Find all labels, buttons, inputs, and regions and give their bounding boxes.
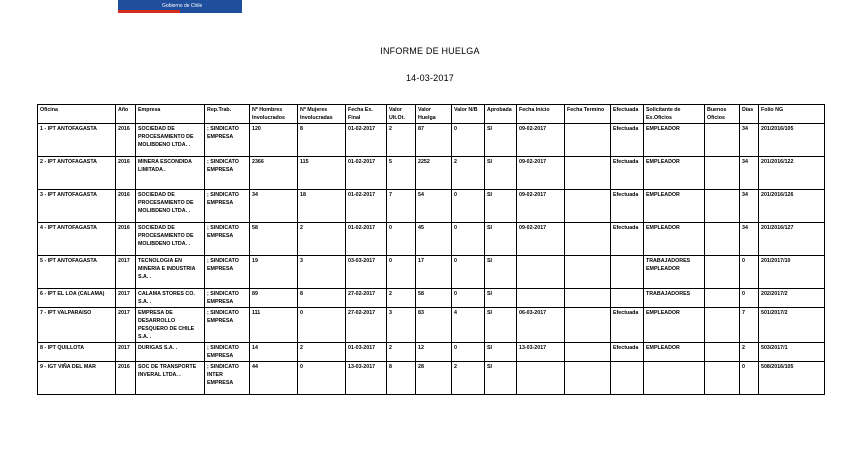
- table-cell: 202/2017/2: [759, 289, 825, 308]
- table-cell: 2: [452, 362, 485, 395]
- table-cell: [705, 289, 740, 308]
- column-header: Valor N/B: [452, 105, 485, 124]
- table-row: [38, 362, 825, 395]
- table-cell: 34: [740, 223, 759, 256]
- table-cell: [565, 362, 611, 395]
- table-cell: 4: [452, 308, 485, 343]
- table-cell: 3 - IPT ANTOFAGASTA: [38, 190, 116, 223]
- table-cell: [517, 256, 565, 289]
- table-cell: TRABAJADORES: [644, 289, 705, 308]
- table-cell: [565, 289, 611, 308]
- table-cell: [705, 223, 740, 256]
- table-cell: SI: [485, 157, 517, 190]
- table-cell: SI: [485, 308, 517, 343]
- table-cell: EMPLEADOR: [644, 157, 705, 190]
- table-cell: ; SINDICATO INTER EMPRESA: [205, 362, 250, 395]
- table-cell: 7: [387, 190, 416, 223]
- table-cell: 501/2017/2: [759, 308, 825, 343]
- table-cell: SI: [485, 190, 517, 223]
- report-title: INFORME DE HUELGA: [380, 46, 480, 56]
- table-cell: 03-03-2017: [346, 256, 387, 289]
- table-cell: 111: [250, 308, 298, 343]
- table-cell: 13-03-2017: [346, 362, 387, 395]
- column-header: Fecha Ex. Final: [346, 105, 387, 124]
- table-cell: [565, 308, 611, 343]
- table-cell: 14: [250, 343, 298, 362]
- column-header: Aprobada: [485, 105, 517, 124]
- table-cell: 3: [387, 308, 416, 343]
- table-cell: [611, 289, 644, 308]
- table-cell: Efectuada: [611, 343, 644, 362]
- table-cell: 4 - IPT ANTOFAGASTA: [38, 223, 116, 256]
- table-cell: 9 - IGT VIÑA DEL MAR: [38, 362, 116, 395]
- table-cell: [565, 124, 611, 157]
- column-header: Rep.Trab.: [205, 105, 250, 124]
- table-cell: [565, 256, 611, 289]
- table-cell: 201/2016/127: [759, 223, 825, 256]
- table-cell: 2: [452, 157, 485, 190]
- table-cell: 2016: [116, 190, 136, 223]
- table-cell: [565, 343, 611, 362]
- table-cell: 8: [298, 124, 346, 157]
- table-cell: EMPLEADOR: [644, 223, 705, 256]
- table-cell: SOC DE TRANSPORTE INVERAL LTDA. .: [136, 362, 205, 395]
- table-cell: Efectuada: [611, 190, 644, 223]
- table-cell: 2: [298, 223, 346, 256]
- table-cell: 120: [250, 124, 298, 157]
- table-cell: [565, 190, 611, 223]
- table-cell: 0: [452, 343, 485, 362]
- table-cell: 201/2016/126: [759, 190, 825, 223]
- table-cell: EMPLEADOR: [644, 343, 705, 362]
- table-cell: [705, 343, 740, 362]
- table-cell: [705, 124, 740, 157]
- table-cell: SOCIEDAD DE PROCESAMIENTO DE MOLIBDENO LTDA. .: [136, 223, 205, 256]
- table-cell: 5 - IPT ANTOFAGASTA: [38, 256, 116, 289]
- column-header: Valor Huelga: [416, 105, 452, 124]
- table-cell: 44: [250, 362, 298, 395]
- table-header-row: [38, 105, 825, 124]
- table-cell: 2366: [250, 157, 298, 190]
- table-cell: 01-02-2017: [346, 190, 387, 223]
- table-cell: TRABAJADORES EMPLEADOR: [644, 256, 705, 289]
- table-cell: 6 - IPT EL LOA (CALAMA): [38, 289, 116, 308]
- table-cell: 12: [416, 343, 452, 362]
- table-cell: MINERA ESCONDIDA LIMITADA .: [136, 157, 205, 190]
- table-cell: ; SINDICATO EMPRESA: [205, 343, 250, 362]
- column-header: Nº Mujeres Involucradas: [298, 105, 346, 124]
- table-cell: 13-03-2017: [517, 343, 565, 362]
- table-row: [38, 308, 825, 343]
- table-cell: Efectuada: [611, 157, 644, 190]
- table-cell: SI: [485, 343, 517, 362]
- table-cell: 2016: [116, 157, 136, 190]
- table-cell: 27-02-2017: [346, 289, 387, 308]
- table-cell: EMPRESA DE DESARROLLO PESQUERO DE CHILE S.A. .: [136, 308, 205, 343]
- table-cell: ; SINDICATO EMPRESA: [205, 289, 250, 308]
- table-row: [38, 256, 825, 289]
- table-cell: 58: [250, 223, 298, 256]
- table-cell: 2016: [116, 124, 136, 157]
- table-cell: 8: [387, 362, 416, 395]
- table-cell: 0: [740, 289, 759, 308]
- table-cell: [705, 190, 740, 223]
- column-header: Oficina: [38, 105, 116, 124]
- table-row: [38, 223, 825, 256]
- table-cell: 0: [298, 362, 346, 395]
- column-header: Solicitante de Ex.Oficios: [644, 105, 705, 124]
- column-header: Año: [116, 105, 136, 124]
- table-cell: 17: [416, 256, 452, 289]
- table-cell: 8: [298, 289, 346, 308]
- column-header: Fecha Inicio: [517, 105, 565, 124]
- table-cell: 2: [740, 343, 759, 362]
- table-cell: 201/2016/105: [759, 124, 825, 157]
- logo-text: Gobierno de Chile: [162, 3, 203, 9]
- table-cell: DURIGAS S.A. .: [136, 343, 205, 362]
- table-cell: 01-03-2017: [346, 343, 387, 362]
- table-cell: ; SINDICATO EMPRESA: [205, 223, 250, 256]
- table-cell: 7: [740, 308, 759, 343]
- report-date: 14-03-2017: [405, 73, 455, 83]
- table-cell: 201/2017/10: [759, 256, 825, 289]
- table-cell: 2 - IPT ANTOFAGASTA: [38, 157, 116, 190]
- table-cell: Efectuada: [611, 223, 644, 256]
- table-row: [38, 157, 825, 190]
- column-header: Fecha Termino: [565, 105, 611, 124]
- table-cell: 06-03-2017: [517, 308, 565, 343]
- table-cell: 0: [740, 256, 759, 289]
- table-cell: 0: [452, 223, 485, 256]
- table-cell: 0: [452, 256, 485, 289]
- table-cell: 7 - IPT VALPARAISO: [38, 308, 116, 343]
- table-cell: 34: [250, 190, 298, 223]
- table-cell: [517, 362, 565, 395]
- table-cell: CALAMA STORES CO. S.A. .: [136, 289, 205, 308]
- table-row: [38, 124, 825, 157]
- column-header: Efectuada: [611, 105, 644, 124]
- table-cell: 2016: [116, 223, 136, 256]
- table-cell: 1 - IPT ANTOFAGASTA: [38, 124, 116, 157]
- table-cell: 0: [387, 223, 416, 256]
- table-cell: [644, 362, 705, 395]
- table-cell: 2252: [416, 157, 452, 190]
- table-cell: SI: [485, 362, 517, 395]
- table-cell: SOCIEDAD DE PROCESAMIENTO DE MOLIBDENO LTDA. .: [136, 124, 205, 157]
- table-cell: ; SINDICATO EMPRESA: [205, 157, 250, 190]
- table-cell: 0: [452, 190, 485, 223]
- gobierno-de-chile-logo: [118, 0, 242, 13]
- table-cell: Efectuada: [611, 308, 644, 343]
- table-cell: 01-02-2017: [346, 223, 387, 256]
- table-cell: [565, 223, 611, 256]
- column-header: Días: [740, 105, 759, 124]
- table-cell: 83: [416, 308, 452, 343]
- table-row: [38, 343, 825, 362]
- table-cell: 0: [298, 308, 346, 343]
- table-cell: 2017: [116, 289, 136, 308]
- table-cell: [705, 362, 740, 395]
- table-cell: 0: [740, 362, 759, 395]
- table-cell: [705, 157, 740, 190]
- table-cell: 2: [387, 343, 416, 362]
- table-cell: 2017: [116, 256, 136, 289]
- logo-red-bar: [118, 10, 180, 13]
- table-cell: ; SINDICATO EMPRESA: [205, 256, 250, 289]
- column-header: Valor Ult.Ot.: [387, 105, 416, 124]
- table-cell: [611, 362, 644, 395]
- table-cell: SI: [485, 223, 517, 256]
- table-cell: 0: [387, 256, 416, 289]
- column-header: Empresa: [136, 105, 205, 124]
- table-cell: 09-02-2017: [517, 190, 565, 223]
- table-cell: EMPLEADOR: [644, 308, 705, 343]
- table-cell: 2017: [116, 308, 136, 343]
- table-cell: 2: [387, 289, 416, 308]
- strike-report-table: [37, 104, 825, 395]
- table-cell: 28: [416, 362, 452, 395]
- table-cell: TECNOLOGIA EN MINERIA E INDUSTRIA S.A. .: [136, 256, 205, 289]
- table-cell: [705, 308, 740, 343]
- table-cell: 09-02-2017: [517, 157, 565, 190]
- table-cell: 09-02-2017: [517, 223, 565, 256]
- table-cell: 34: [740, 124, 759, 157]
- table-cell: 27-02-2017: [346, 308, 387, 343]
- table-cell: 508/2016/105: [759, 362, 825, 395]
- table-cell: 0: [452, 289, 485, 308]
- table-cell: 2017: [116, 343, 136, 362]
- table-cell: EMPLEADOR: [644, 124, 705, 157]
- table-cell: 09-02-2017: [517, 124, 565, 157]
- table-cell: 89: [250, 289, 298, 308]
- table-cell: 3: [298, 256, 346, 289]
- table-cell: 19: [250, 256, 298, 289]
- table-cell: SI: [485, 289, 517, 308]
- table-cell: 2: [298, 343, 346, 362]
- table-cell: 01-02-2017: [346, 124, 387, 157]
- table-cell: SI: [485, 124, 517, 157]
- table-cell: Efectuada: [611, 124, 644, 157]
- column-header: Buenos Oficios: [705, 105, 740, 124]
- table-cell: 2: [387, 124, 416, 157]
- table-cell: 01-02-2017: [346, 157, 387, 190]
- table-cell: [565, 157, 611, 190]
- table-cell: 5: [387, 157, 416, 190]
- table-cell: SI: [485, 256, 517, 289]
- table-row: [38, 289, 825, 308]
- table-cell: 87: [416, 124, 452, 157]
- table-cell: 34: [740, 157, 759, 190]
- table-cell: ; SINDICATO EMPRESA: [205, 308, 250, 343]
- table-cell: 54: [416, 190, 452, 223]
- column-header: Nº Hombres Involucrados: [250, 105, 298, 124]
- table-row: [38, 190, 825, 223]
- table-cell: 8 - IPT QUILLOTA: [38, 343, 116, 362]
- table-cell: 503/2017/1: [759, 343, 825, 362]
- table-cell: 58: [416, 289, 452, 308]
- table-cell: [517, 289, 565, 308]
- column-header: Folio NG: [759, 105, 825, 124]
- table-cell: ; SINDICATO EMPRESA: [205, 190, 250, 223]
- table-cell: [611, 256, 644, 289]
- table-cell: 18: [298, 190, 346, 223]
- table-cell: EMPLEADOR: [644, 190, 705, 223]
- table-cell: ; SINDICATO EMPRESA: [205, 124, 250, 157]
- table-cell: 2016: [116, 362, 136, 395]
- table-cell: SOCIEDAD DE PROCESAMIENTO DE MOLIBDENO LTDA. .: [136, 190, 205, 223]
- table-cell: 45: [416, 223, 452, 256]
- table-cell: 0: [452, 124, 485, 157]
- table-cell: 115: [298, 157, 346, 190]
- table-cell: 34: [740, 190, 759, 223]
- table-cell: 201/2016/122: [759, 157, 825, 190]
- table-cell: [705, 256, 740, 289]
